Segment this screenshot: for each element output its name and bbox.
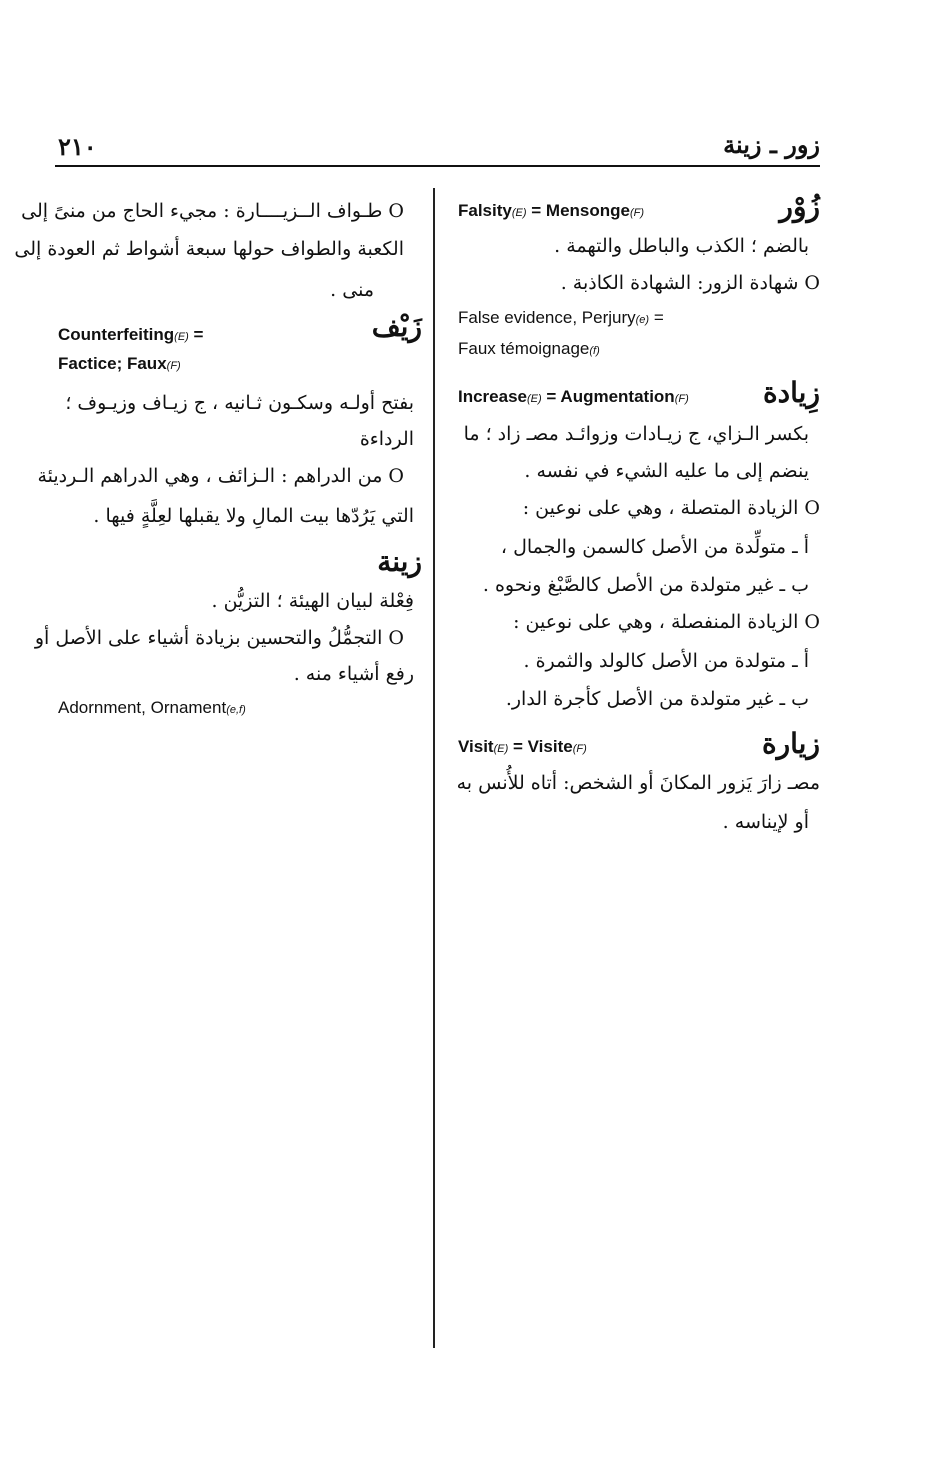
running-head: زور ـ زينة <box>723 130 820 159</box>
definition-line: منى . <box>330 279 374 301</box>
header-rule <box>55 165 820 167</box>
definition-line: مصـ زارَ يَزور المكانَ أو الشخص: أتاه للأُنس به <box>456 772 820 794</box>
entry-translation-ziyada: Increase(E) = Augmentation(F) <box>458 387 689 406</box>
entry-word-ziyada: زِيادة <box>763 376 820 409</box>
definition-line: O شهادة الزور: الشهادة الكاذبة . <box>560 272 820 294</box>
column-divider <box>433 188 435 1348</box>
entry-translation-zayf-en: Counterfeiting(E) = <box>58 325 204 344</box>
definition-line: O الزيادة المتصلة ، وهي على نوعين : <box>522 497 820 519</box>
definition-line: بكسر الـزاي، ج زيـادات وزوائـد مصـ زاد ؛ ما <box>463 423 809 445</box>
definition-line: O التجمُّلُ والتحسين بزيادة أشياء على الأصل أو <box>34 627 404 649</box>
entry-word-zur: زُوْر <box>779 190 820 223</box>
entry-translation-zina: Adornment, Ornament(e,f) <box>58 698 246 717</box>
sub-translation-en: False evidence, Perjury(e) = <box>458 308 664 327</box>
definition-line: أ ـ متولدة من الأصل كالولد والثمرة . <box>523 650 809 672</box>
definition-line: الرداءة <box>359 428 414 450</box>
definition-line: التي يَرُدّها بيت المالِ ولا يقبلها لعِلَّةٍ فيها . <box>93 505 414 527</box>
definition-line: ب ـ غير متولدة من الأصل كالصَّبْغ ونحوه . <box>482 574 809 596</box>
definition-line: O طـواف الــزيــــارة : مجيء الحاج من منىً إلى <box>21 200 404 222</box>
definition-line: بالضم ؛ الكذب والباطل والتهمة . <box>554 235 809 257</box>
entry-word-zina: زينة <box>377 545 422 578</box>
sub-translation-fr: Faux témoignage(f) <box>458 339 600 358</box>
definition-line: بفتح أولـه وسكـون ثـانيه ، ج زيـاف وزيـوف ؛ <box>65 392 414 414</box>
entry-translation-zayf-fr: Factice; Faux(F) <box>58 354 181 373</box>
definition-line: O من الدراهم : الـزائف ، وهي الدراهم الـرديئة <box>37 465 404 487</box>
entry-translation-zur: Falsity(E) = Mensonge(F) <box>458 201 645 220</box>
entry-word-ziyara: زيارة <box>761 727 820 760</box>
entry-word-zayf: زَيْف <box>371 310 422 343</box>
definition-line: ب ـ غير متولدة من الأصل كأجرة الدار. <box>505 688 809 710</box>
entry-translation-ziyara: Visit(E) = Visite(F) <box>458 737 587 756</box>
definition-line: أو لإيناسه . <box>722 811 809 833</box>
definition-line: أ ـ متولِّدة من الأصل كالسمن والجمال ، <box>500 536 809 558</box>
page-number: ٢١٠ <box>58 132 97 161</box>
definition-line: ينضم إلى ما عليه الشيء في نفسه . <box>524 460 809 482</box>
definition-line: O الزيادة المنفصلة ، وهي على نوعين : <box>513 611 820 633</box>
definition-line: رفع أشياء منه . <box>293 663 414 685</box>
definition-line: الكعبة والطواف حولها سبعة أشواط ثم العودة إلى <box>14 238 404 260</box>
definition-line: فِعْلة لبيان الهيئة ؛ التزيُّن . <box>211 590 414 612</box>
